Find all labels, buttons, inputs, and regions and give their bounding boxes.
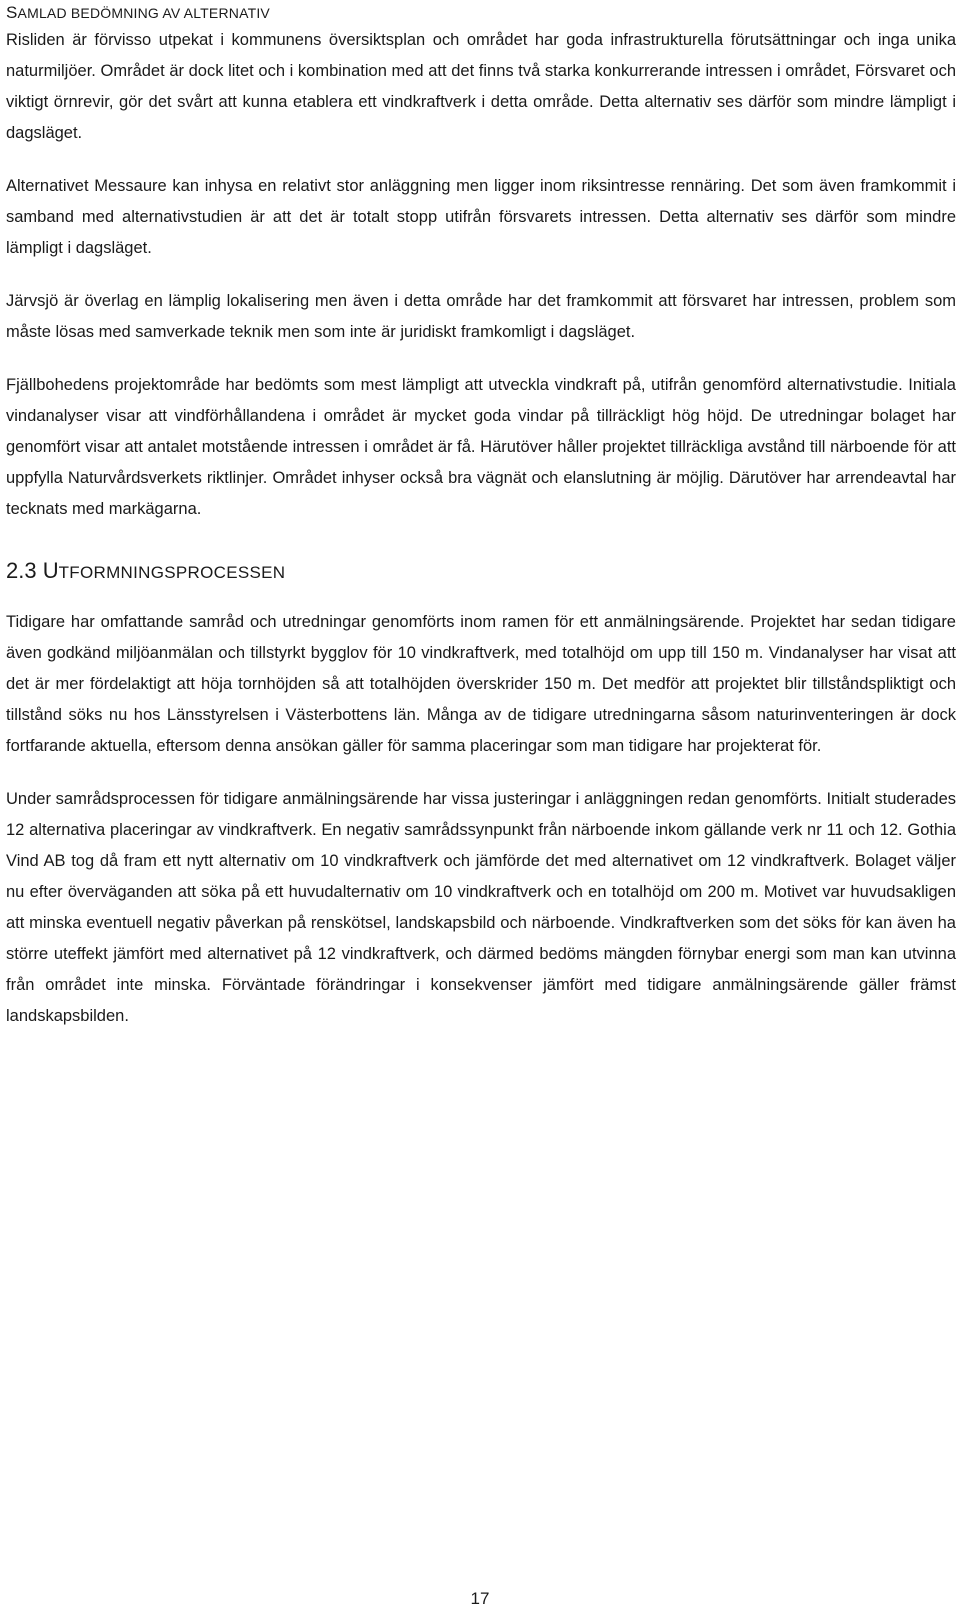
paragraph-risliden: Risliden är förvisso utpekat i kommunens översiktsplan och området har goda infrastrukturella förutsättningar och inga unika naturmiljöer. Området är dock litet och i kombination med att det finns två starka konkurrerande intressen i området, Försvaret och viktigt örnrevir, gör det svårt att kunna etablera ett vindkraftverk i detta område. Detta alternativ ses därför som mindre lämpligt i dagsläget. [6,31,956,142]
paragraph-jarvsjo: Järvsjö är överlag en lämplig lokalisering men även i detta område har det framkommit att försvaret har intressen, problem som måste lösas med samverkade teknik men som inte är juridiskt framkomligt i dagsläget. [6,292,956,341]
subheading-samlad-bedomning [6,0,956,24]
subheading-first-letter: S [6,3,18,22]
section-number: 2.3 [6,558,37,583]
paragraph-tidigare-samrad: Tidigare har omfattande samråd och utredningar genomförts inom ramen för ett anmälningsärende. Projektet har sedan tidigare även godkänd miljöanmälan och tillstyrkt bygglov för 10 vindkraftverk, med totalhöjd om upp till 150 m. Vindanalyser har visat att det är mer fördelaktigt att höja tornhöjden så att totalhöjden överskrider 150 m. Det medför att projektet blir tillståndspliktigt och tillstånd söks nu hos Länsstyrelsen i Västerbottens län. Många av de tidigare utredningarna såsom naturinventeringen är dock fortfarande aktuella, eftersom denna ansökan gäller för samma placeringar som man tidigare har projekterat för. [6,613,956,755]
subheading-rest: AMLAD BEDÖMNING AV ALTERNATIV [17,5,270,21]
section-title-first-letter: U [42,558,59,583]
paragraph-fjallboheden: Fjällbohedens projektområde har bedömts som mest lämpligt att utveckla vindkraft på, utifrån genomförd alternativstudie. Initiala vindanalyser visar att vindförhållandena i området är mycket goda vindar på tillräckligt hög höjd. De utredningar bolaget har genomfört visar att antalet motstående intressen i området är få. Härutöver håller projektet tillräckliga avstånd till närboende för att uppfylla Naturvårdsverkets riktlinjer. Området inhyser också bra vägnät och elanslutning är möjlig. Därutöver har arrendeavtal har tecknats med markägarna. [6,376,956,518]
section-title-rest: TFORMNINGSPROCESSEN [58,563,286,582]
section-title-utformningsprocessen [6,551,956,593]
paragraph-messaure: Alternativet Messaure kan inhysa en relativt stor anläggning men ligger inom riksintresse rennäring. Det som även framkommit i samband med alternativstudien är att det är totalt stopp utifrån försvarets intressen. Detta alternativ ses därför som mindre lämpligt i dagsläget. [6,177,956,257]
paragraph-samradsprocessen: Under samrådsprocessen för tidigare anmälningsärende har vissa justeringar i anläggningen redan genomförts. Initialt studerades 12 alternativa placeringar av vindkraftverk. En negativ samrådssynpunkt från närboende inkom gällande verk nr 11 och 12. Gothia Vind AB tog då fram ett nytt alternativ om 10 vindkraftverk och jämförde det med alternativet om 12 vindkraftverk. Bolaget väljer nu efter överväganden att söka på ett huvudalternativ om 10 vindkraftverk och en totalhöjd om 200 m. Motivet var huvudsakligen att minska eventuell negativ påverkan på renskötsel, landskapsbild och närboende. Vindkraftverken som det söks för kan även ha större uteffekt jämfört med alternativet på 12 vindkraftverk, och därmed bedöms mängden förnybar energi som man kan utvinna från området inte minska. Förväntade förändringar i konsekvenser jämfört med tidigare anmälningsärende gäller främst landskapsbilden. [6,790,956,1025]
page-number: 17 [470,1589,490,1608]
document-page [6,0,956,1032]
